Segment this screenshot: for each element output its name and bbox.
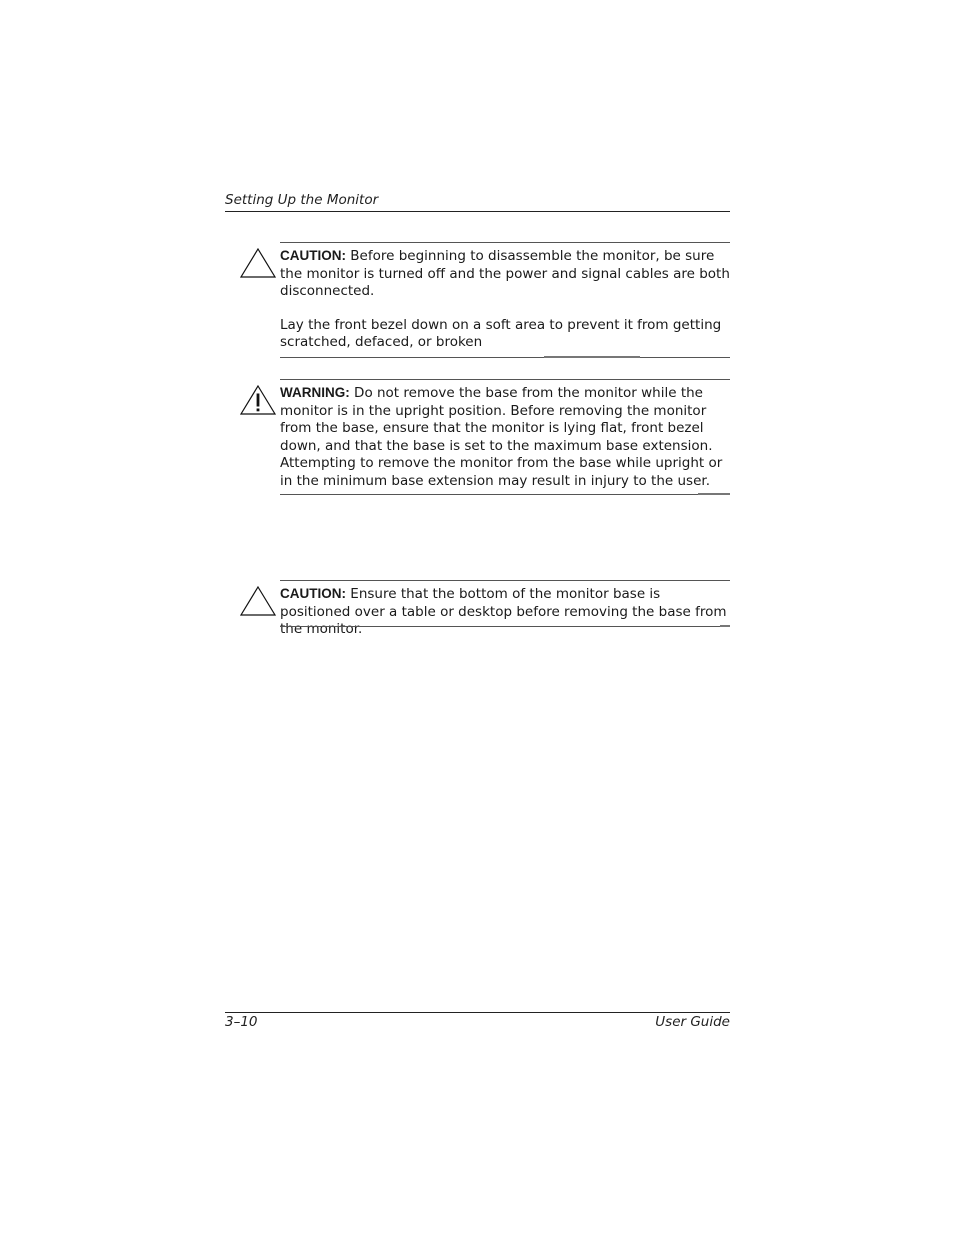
caution-notice-1 (240, 242, 730, 360)
notice-label: CAUTION: (280, 248, 346, 263)
notice-paragraph: Lay the front bezel down on a soft area to prevent it from getting scratched, defaced, or broken (280, 316, 722, 350)
notice-bottom-rule (280, 626, 730, 627)
notice-body: Before beginning to disassemble the monitor, be sure the monitor is turned off and the power and signal cables are both disconnected. (280, 248, 730, 299)
notice-top-rule (280, 242, 730, 243)
caution-triangle-icon (240, 586, 276, 616)
notice-paragraph (280, 585, 730, 639)
caution-triangle-icon (240, 248, 276, 278)
notice-top-rule (280, 580, 730, 581)
notice-text (280, 384, 730, 490)
running-header: Setting Up the Monitor (225, 192, 379, 208)
caution-notice-2 (240, 580, 730, 637)
notice-label: WARNING: (280, 385, 350, 400)
notice-bottom-rule (280, 357, 730, 358)
notice-text (280, 585, 730, 639)
page-number: 3–10 (225, 1014, 258, 1030)
footer-rule (225, 1012, 730, 1013)
header-rule (225, 211, 730, 212)
notice-label: CAUTION: (280, 586, 346, 601)
notice-bottom-rule (280, 494, 730, 495)
notice-top-rule (280, 379, 730, 380)
notice-paragraph (280, 247, 730, 301)
notice-body: Ensure that the bottom of the monitor base is positioned over a table or desktop before removing the base from the monitor. (280, 586, 727, 637)
warning-notice (240, 379, 730, 497)
notice-body: Do not remove the base from the monitor while the monitor is in the upright position. Before removing the monitor from the base, ensure that the monitor is lying flat, front bezel down, and that the base is set to the maximum base extension. Attempting to remove the monitor from the base while upright or in the minimum base extension may result in injury to the user. (280, 385, 723, 489)
document-title: User Guide (655, 1014, 730, 1030)
notice-text (280, 247, 730, 352)
warning-exclamation-triangle-icon (240, 385, 276, 415)
notice-paragraph (280, 384, 730, 490)
